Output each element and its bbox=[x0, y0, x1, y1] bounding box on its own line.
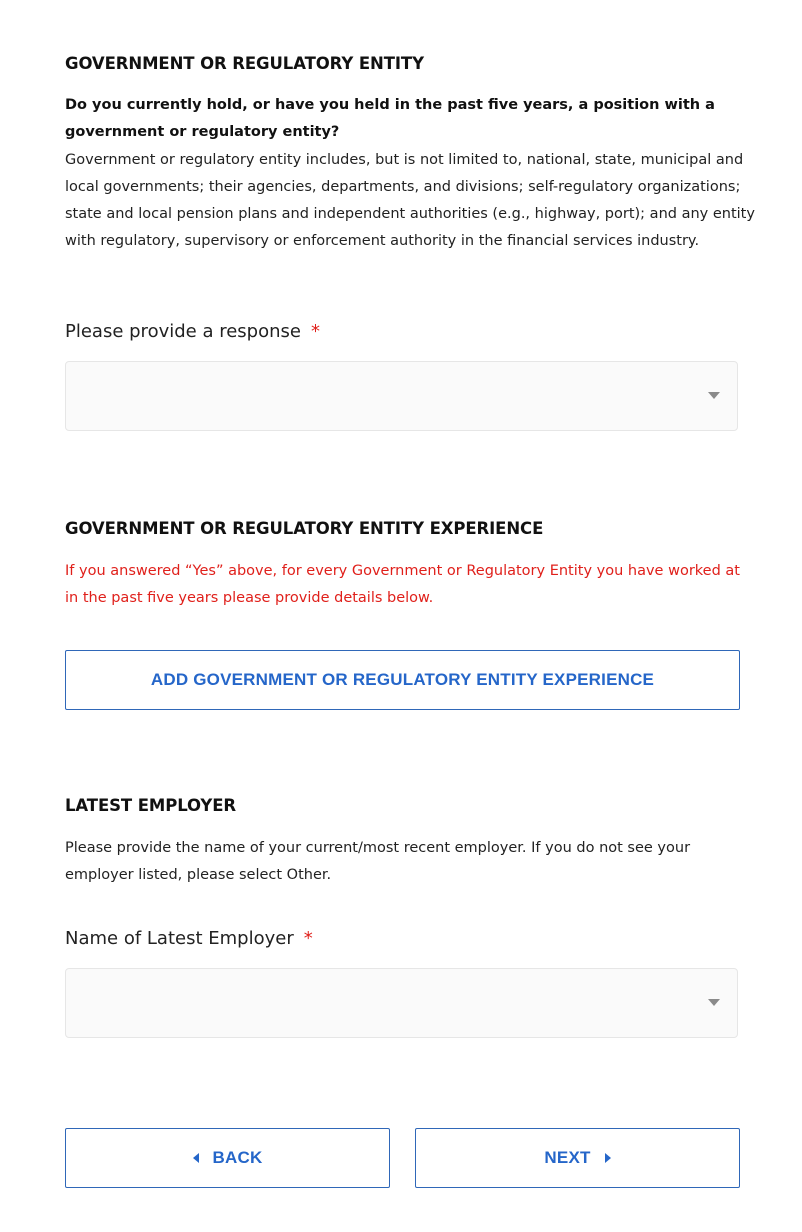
response-label-text: Please provide a response bbox=[65, 321, 301, 342]
employer-select[interactable] bbox=[65, 968, 738, 1038]
next-button-label: NEXT bbox=[544, 1148, 591, 1167]
chevron-down-icon bbox=[708, 392, 720, 399]
required-marker: * bbox=[310, 321, 320, 342]
employer-description: Please provide the name of your current/most recent employer. If you do not see your employer listed, please select Other. bbox=[65, 840, 691, 883]
employer-field-label bbox=[65, 928, 313, 949]
add-experience-button[interactable]: ADD GOVERNMENT OR REGULATORY ENTITY EXPERIENCE bbox=[65, 650, 740, 710]
next-button[interactable] bbox=[415, 1128, 740, 1188]
government-question: Do you currently hold, or have you held in the past five years, a position with a government or regulatory entity? bbox=[65, 97, 715, 140]
caret-right-icon bbox=[605, 1153, 611, 1163]
required-marker: * bbox=[303, 928, 313, 949]
chevron-down-icon bbox=[708, 999, 720, 1006]
back-button[interactable] bbox=[65, 1128, 390, 1188]
caret-left-icon bbox=[193, 1153, 199, 1163]
response-field-label bbox=[65, 321, 320, 342]
response-select[interactable] bbox=[65, 361, 738, 431]
employer-section-title: LATEST EMPLOYER bbox=[65, 796, 236, 815]
employer-label-text: Name of Latest Employer bbox=[65, 928, 294, 949]
experience-section-title: GOVERNMENT OR REGULATORY ENTITY EXPERIENCE bbox=[65, 519, 544, 538]
government-description: Government or regulatory entity includes, but is not limited to, national, state, municipal and local governments; their agencies, departments, and divisions; self-regulatory organizations; state and local pension plans and independent authorities (e.g., highway, port); and any entity with regulatory, supervisory or enforcement authority in the financial services industry. bbox=[65, 152, 755, 249]
government-section-title: GOVERNMENT OR REGULATORY ENTITY bbox=[65, 54, 424, 73]
experience-notice: If you answered “Yes” above, for every Government or Regulatory Entity you have worked at in the past five years please provide details below. bbox=[65, 563, 740, 606]
back-button-label: BACK bbox=[212, 1148, 263, 1167]
